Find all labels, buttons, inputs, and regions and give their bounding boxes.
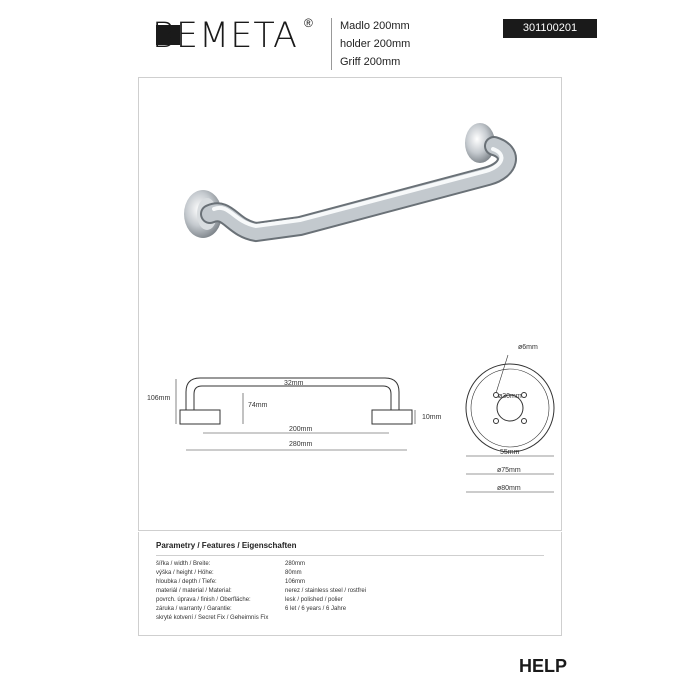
param-label-depth: hloubka / depth / Tiefe: <box>156 579 217 585</box>
dim-label-74: 74mm <box>248 402 268 409</box>
dim-label-80: ø80mm <box>497 485 521 492</box>
side-view-inner <box>194 386 391 410</box>
param-label-width: šířka / width / Breite: <box>156 561 211 567</box>
param-label-material: materiál / material / Material: <box>156 588 232 594</box>
params-divider <box>156 555 544 556</box>
right-base <box>372 410 412 424</box>
param-value-width: 280mm <box>285 561 306 567</box>
dim-label-30: ø30mm <box>498 393 522 400</box>
left-base <box>180 410 220 424</box>
leader-6 <box>496 355 508 393</box>
param-value-material: nerez / stainless steel / rostfrei <box>285 588 367 594</box>
dim-label-6: ø6mm <box>518 344 538 351</box>
product-code: 301100201 <box>503 19 597 38</box>
screw-hole-3 <box>494 419 499 424</box>
param-label-finish: povrch. úprava / finish / Oberfläche: <box>156 597 251 603</box>
brand-logo: BEMETA <box>152 16 298 56</box>
dim-label-280: 280mm <box>289 441 313 448</box>
param-label-height: výška / height / Höhe: <box>156 570 214 576</box>
param-label-warranty: záruka / warranty / Garantie: <box>156 606 232 612</box>
screw-hole-2 <box>522 393 527 398</box>
param-label-secret-fix: skryté kotvení / Secret Fix / Geheimnis Fix <box>156 615 269 621</box>
rosette-75-circle <box>471 369 549 447</box>
product-name-en: holder 200mm <box>340 38 411 50</box>
param-value-warranty: 6 let / 6 years / 6 Jahre <box>285 606 347 612</box>
rosette-outer-circle <box>466 364 554 452</box>
screw-hole-4 <box>522 419 527 424</box>
product-name-de: Griff 200mm <box>340 56 401 68</box>
product-series-name: HELP <box>519 656 568 676</box>
dim-label-55: 55mm <box>500 449 520 456</box>
param-value-depth: 106mm <box>285 579 306 585</box>
dim-label-75: ø75mm <box>497 467 521 474</box>
registered-mark: ® <box>304 16 313 30</box>
params-title: Parametry / Features / Eigenschaften <box>156 541 297 550</box>
param-value-height: 80mm <box>285 570 302 576</box>
dim-label-10: 10mm <box>422 414 442 421</box>
product-name-cz: Madlo 200mm <box>340 20 410 32</box>
param-value-finish: lesk / polished / polier <box>285 597 343 603</box>
dim-label-200: 200mm <box>289 426 313 433</box>
dim-label-32: 32mm <box>284 380 304 387</box>
dim-label-106: 106mm <box>147 395 171 402</box>
